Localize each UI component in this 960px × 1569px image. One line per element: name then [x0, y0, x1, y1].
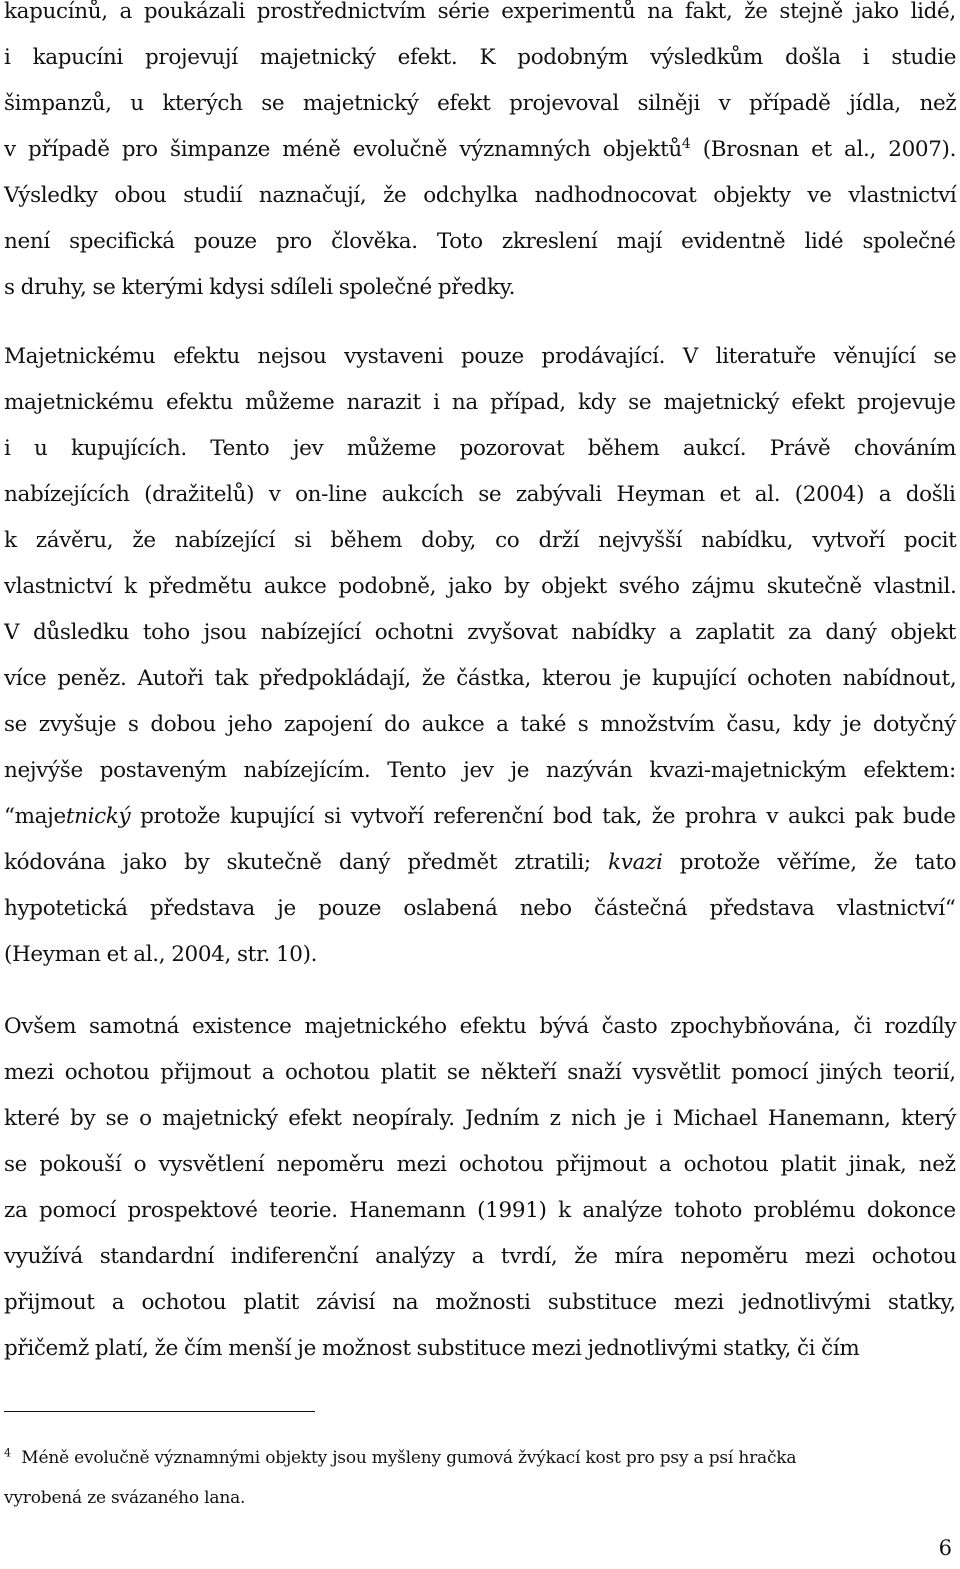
footnote-line: vyrobená ze svázaného lana. — [4, 1488, 246, 1508]
text-line: s druhy, se kterými kdysi sdíleli společné předky. — [4, 275, 516, 300]
paragraph-2 — [4, 334, 956, 978]
text-line: Ovšem samotná existence majetnického efektu bývá často zpochybňována, či rozdíly — [4, 1014, 957, 1039]
italic-text: kvazi — [608, 850, 663, 875]
text-line: přijmout a ochotou platit závisí na možnosti substituce mezi jednotlivými statky, — [4, 1290, 956, 1315]
text-segment: kódována jako by skutečně daný předmět ztratili; — [4, 850, 609, 875]
footnote-separator — [4, 1411, 315, 1412]
text-line — [4, 127, 956, 173]
text-line: šimpanzů, u kterých se majetnický efekt projevoval silněji v případě jídla, než — [4, 91, 957, 116]
text-line: V důsledku toho jsou nabízející ochotni zvyšovat nabídky a zaplatit za daný objekt — [4, 620, 957, 645]
footnote-text: Méně evolučně významnými objekty jsou myšleny gumová žvýkací kost pro psy a psí hračka — [10, 1448, 797, 1468]
text-line: kapucínů, a poukázali prostřednictvím série experimentů na fakt, že stejně jako lidé, — [4, 0, 956, 24]
footnote-line — [4, 1438, 954, 1478]
text-line: mezi ochotou přijmout a ochotou platit se někteří snaží vysvětlit pomocí jiných teorií, — [4, 1060, 956, 1085]
text-line: nabízejících (dražitelů) v on-line aukcích se zabývali Heyman et al. (2004) a došli — [4, 482, 956, 507]
paragraph-1 — [4, 0, 956, 311]
footnote-marker: 4 — [4, 1446, 11, 1460]
text-line: vlastnictví k předmětu aukce podobně, jako by objekt svého zájmu skutečně vlastnil. — [4, 574, 957, 599]
text-line: za pomocí prospektové teorie. Hanemann (1991) k analýze tohoto problému dokonce — [4, 1198, 956, 1223]
text-line: i kapucíni projevují majetnický efekt. K podobným výsledkům došla i studie — [4, 45, 957, 70]
paragraph-3 — [4, 1004, 956, 1372]
footnote-reference[interactable]: 4 — [681, 135, 691, 152]
text-line: více peněz. Autoři tak předpokládají, že částka, kterou je kupující ochoten nabídnout, — [4, 666, 957, 691]
text-line: není specifická pouze pro člověka. Toto zkreslení mají evidentně lidé společné — [4, 229, 956, 254]
page-number: 6 — [938, 1536, 952, 1560]
text-line: i u kupujících. Tento jev můžeme pozorovat během aukcí. Právě chováním — [4, 436, 957, 461]
text-line: (Heyman et al., 2004, str. 10). — [4, 942, 318, 967]
text-segment: “maje — [4, 804, 66, 829]
text-line — [4, 840, 956, 886]
text-line: majetnickému efektu můžeme narazit i na případ, kdy se majetnický efekt projevuje — [4, 390, 956, 415]
text-line: Výsledky obou studií naznačují, že odchylka nadhodnocovat objekty ve vlastnictví — [4, 183, 957, 208]
footnote — [4, 1438, 954, 1518]
text-line: nejvýše postaveným nabízejícím. Tento jev je nazýván kvazi-majetnickým efektem: — [4, 758, 956, 783]
text-line: které by se o majetnický efekt neopíraly. Jedním z nich je i Michael Hanemann, který — [4, 1106, 957, 1131]
text-segment: protože věříme, že tato — [662, 850, 957, 875]
text-line — [4, 794, 956, 840]
text-line: využívá standardní indiferenční analýzy a tvrdí, že míra nepoměru mezi ochotou — [4, 1244, 957, 1269]
text-segment: v případě pro šimpanze méně evolučně významných objektů — [4, 137, 682, 162]
italic-text: tnický — [65, 804, 131, 829]
text-line: k závěru, že nabízející si během doby, co drží nejvyšší nabídku, vytvoří pocit — [4, 528, 957, 553]
text-line: hypotetická představa je pouze oslabená nebo částečná představa vlastnictví“ — [4, 896, 956, 921]
text-line: přičemž platí, že čím menší je možnost substituce mezi jednotlivými statky, či čím — [4, 1336, 860, 1361]
text-line: se pokouší o vysvětlení nepoměru mezi ochotou přijmout a ochotou platit jinak, než — [4, 1152, 956, 1177]
text-line: se zvyšuje s dobou jeho zapojení do aukce a také s množstvím času, kdy je dotyčný — [4, 712, 956, 737]
text-segment: protože kupující si vytvoří referenční bod tak, že prohra v aukci pak bude — [130, 804, 956, 829]
text-segment: (Brosnan et al., 2007). — [690, 137, 957, 162]
text-line: Majetnickému efektu nejsou vystaveni pouze prodávající. V literatuře věnující se — [4, 344, 957, 369]
